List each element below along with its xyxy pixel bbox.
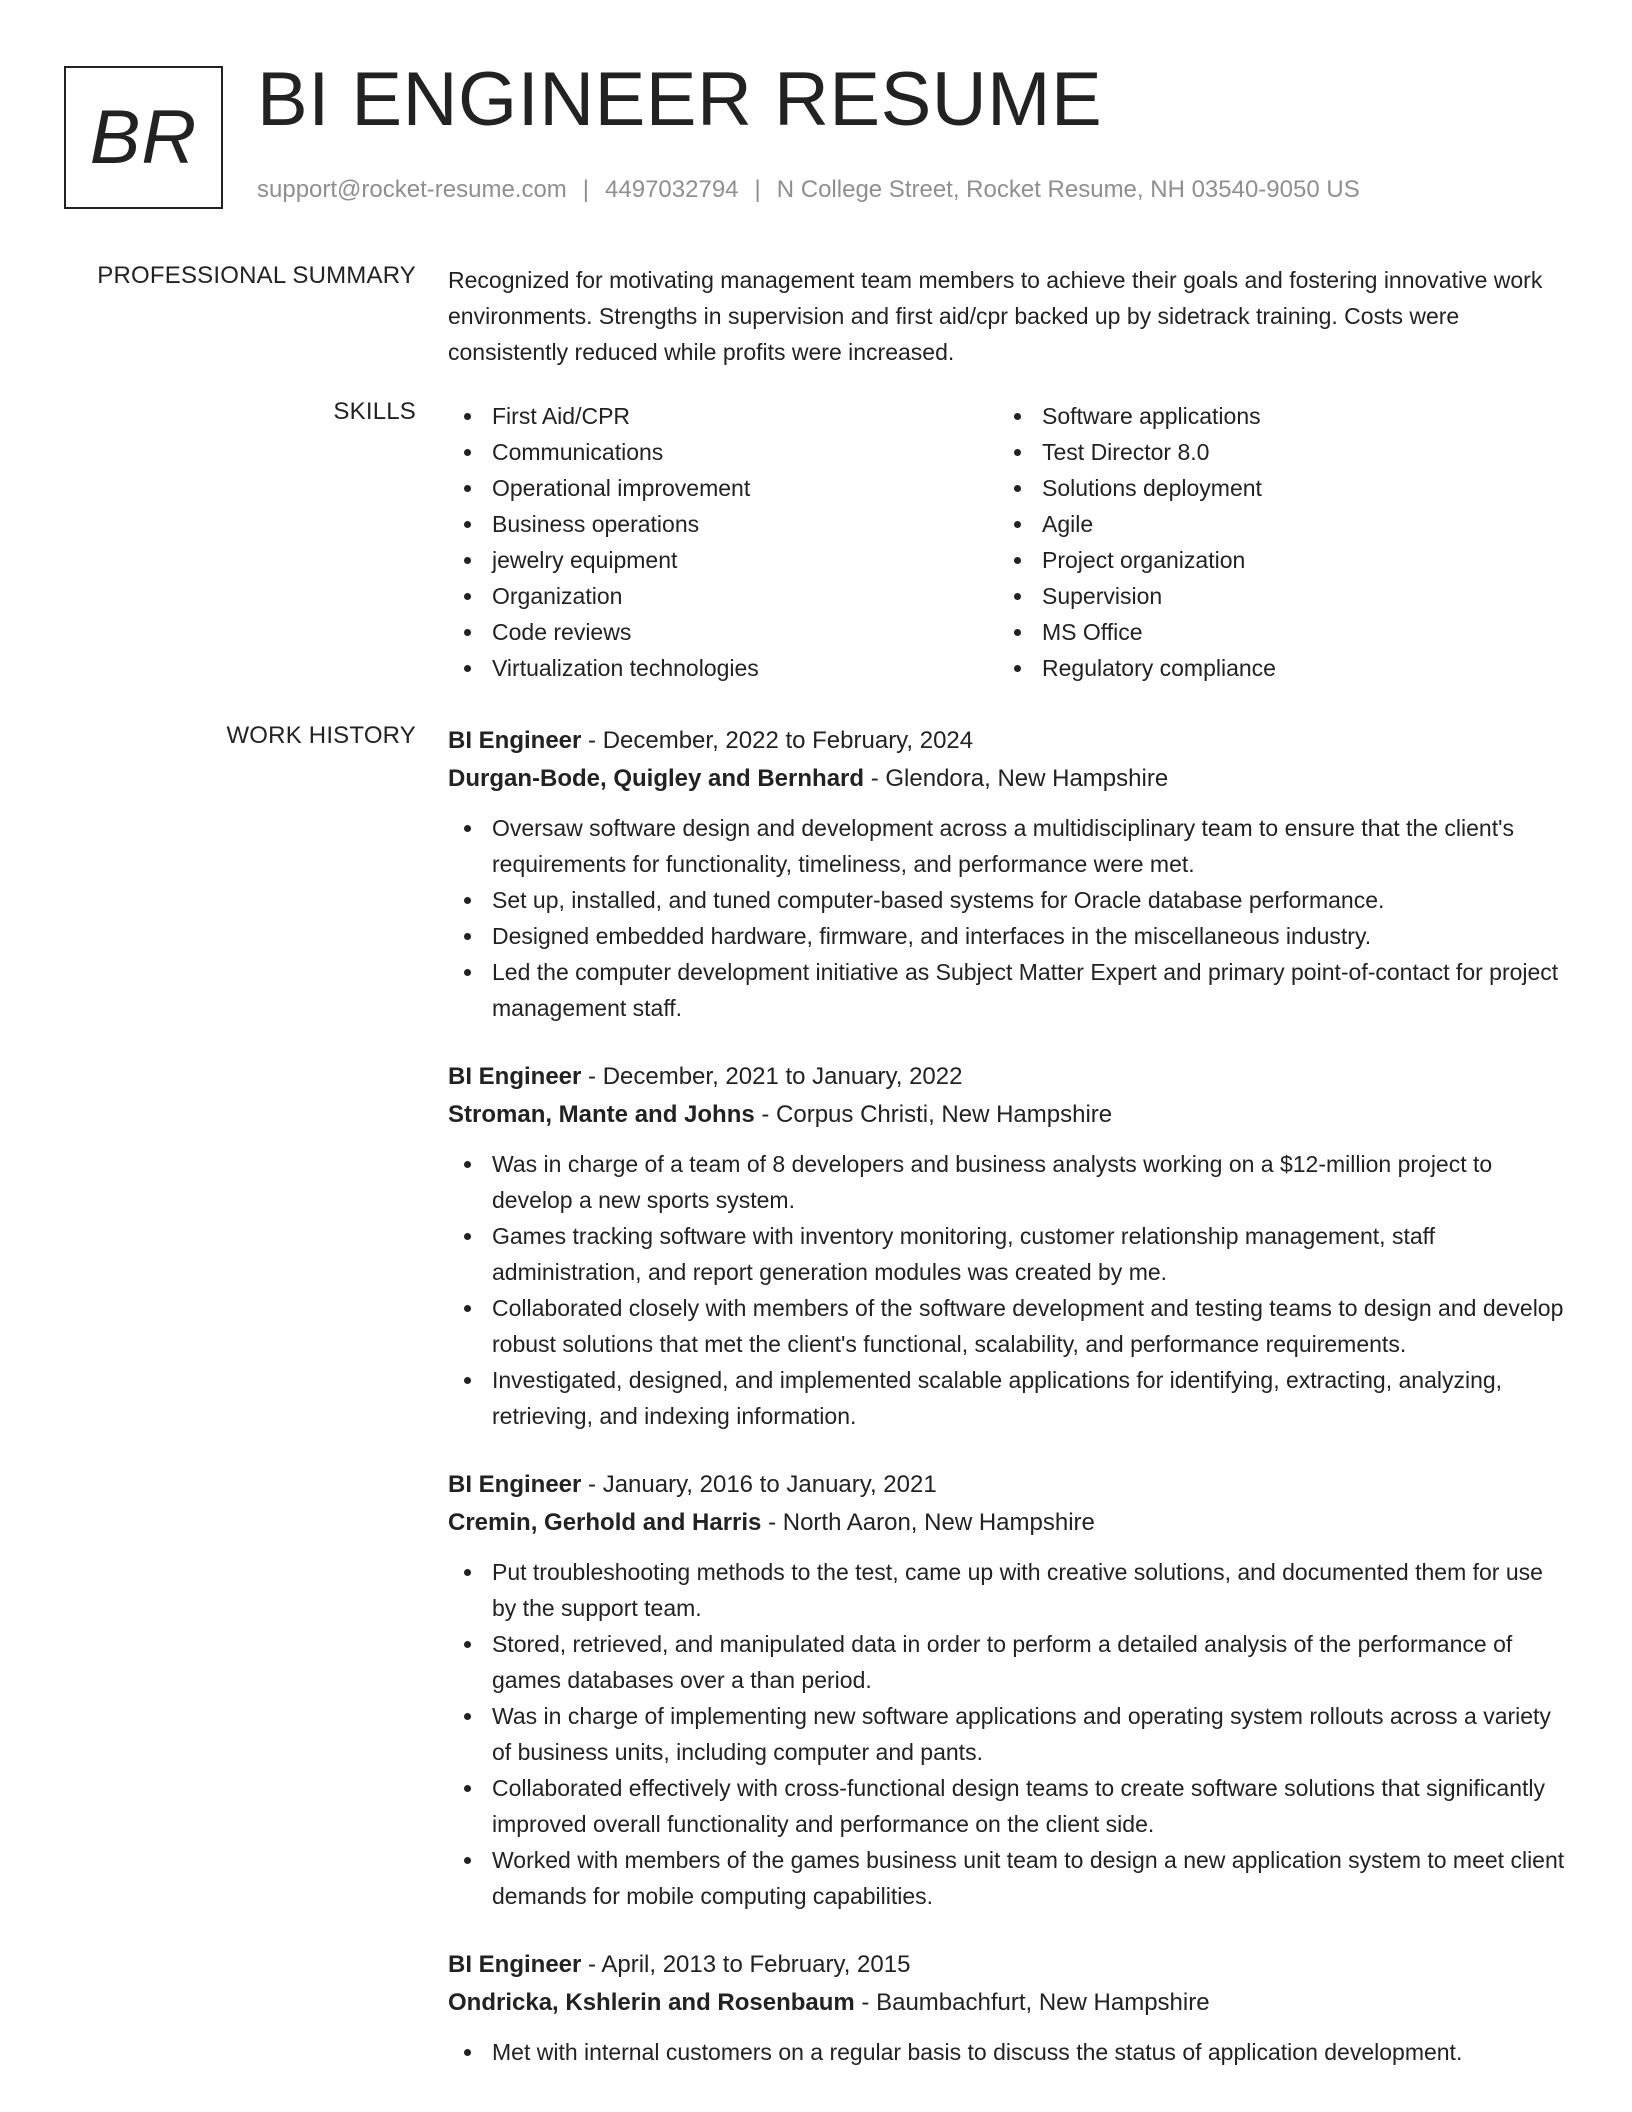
job-dates: - December, 2022 to February, 2024 [581, 727, 974, 754]
skill-item: Communications [448, 434, 998, 470]
section-heading-skills: SKILLS [333, 398, 416, 425]
job-dates: - January, 2016 to January, 2021 [581, 1471, 937, 1498]
job-entry [448, 722, 1568, 1026]
job-title-line [448, 1058, 1568, 1096]
skill-item: Regulatory compliance [998, 650, 1548, 686]
job-bullet: Stored, retrieved, and manipulated data in order to perform a detailed analysis of the performance of games databases over a than period. [448, 1626, 1568, 1698]
skill-item: Code reviews [448, 614, 998, 650]
job-bullet: Was in charge of a team of 8 developers and business analysts working on a $12-million project to develop a new sports system. [448, 1146, 1568, 1218]
contact-line [257, 176, 1360, 204]
skill-item: Software applications [998, 398, 1548, 434]
job-bullet: Investigated, designed, and implemented scalable applications for identifying, extracting, analyzing, retrieving, and indexing information. [448, 1362, 1568, 1434]
job-title-line [448, 1946, 1568, 1984]
skill-item: Supervision [998, 578, 1548, 614]
skill-item: Solutions deployment [998, 470, 1548, 506]
job-bullet: Set up, installed, and tuned computer-based systems for Oracle database performance. [448, 882, 1568, 918]
job-location: - Corpus Christi, New Hampshire [754, 1101, 1113, 1128]
skill-item: First Aid/CPR [448, 398, 998, 434]
job-company: Stroman, Mante and Johns [448, 1101, 755, 1128]
skills-column-1 [448, 398, 998, 686]
job-bullet: Collaborated effectively with cross-functional design teams to create software solutions that significantly improved overall functionality and performance on the client side. [448, 1770, 1568, 1842]
monogram-logo: BR [64, 66, 223, 209]
job-title: BI Engineer [448, 1063, 582, 1090]
section-heading-work-history: WORK HISTORY [226, 722, 416, 749]
skill-item: jewelry equipment [448, 542, 998, 578]
job-bullet: Designed embedded hardware, firmware, and interfaces in the miscellaneous industry. [448, 918, 1568, 954]
skill-item: Business operations [448, 506, 998, 542]
contact-address: N College Street, Rocket Resume, NH 03540-9050 US [776, 176, 1360, 203]
job-company: Cremin, Gerhold and Harris [448, 1509, 762, 1536]
skill-item: Organization [448, 578, 998, 614]
skills-column-2 [998, 398, 1548, 686]
section-heading-summary: PROFESSIONAL SUMMARY [97, 262, 416, 289]
job-entry [448, 1058, 1568, 1434]
job-bullets [448, 1554, 1568, 1914]
job-bullet: Was in charge of implementing new software applications and operating system rollouts across a variety of business units, including computer and pants. [448, 1698, 1568, 1770]
job-location: - Glendora, New Hampshire [864, 765, 1169, 792]
contact-separator: | [582, 176, 590, 203]
skills-columns [448, 398, 1568, 686]
job-bullets [448, 1146, 1568, 1434]
job-bullet: Collaborated closely with members of the software development and testing teams to design and develop robust solutions that met the client's functional, scalability, and performance requirements. [448, 1290, 1568, 1362]
job-company-line [448, 1096, 1568, 1134]
summary-text: Recognized for motivating management team members to achieve their goals and fostering innovative work environments. Strengths in supervision and first aid/cpr backed up by sidetrack training. Costs were consistently reduced while profits were increased. [448, 267, 1543, 365]
skill-item: Project organization [998, 542, 1548, 578]
job-company: Ondricka, Kshlerin and Rosenbaum [448, 1989, 855, 2016]
job-title-line [448, 722, 1568, 760]
skill-item: Virtualization technologies [448, 650, 998, 686]
job-company-line [448, 1984, 1568, 2022]
job-bullet: Met with internal customers on a regular basis to discuss the status of application development. [448, 2034, 1568, 2070]
contact-phone: 4497032794 [605, 176, 739, 203]
job-bullet: Led the computer development initiative as Subject Matter Expert and primary point-of-contact for project management staff. [448, 954, 1568, 1026]
job-bullets [448, 2034, 1568, 2070]
job-entry [448, 1466, 1568, 1914]
job-title: BI Engineer [448, 1471, 582, 1498]
contact-separator: | [754, 176, 761, 203]
job-bullets [448, 810, 1568, 1026]
job-location: - North Aaron, New Hampshire [761, 1509, 1095, 1536]
job-bullet: Oversaw software design and development across a multidisciplinary team to ensure that the client's requirements for functionality, timeliness, and performance were met. [448, 810, 1568, 882]
job-entry [448, 1946, 1568, 2070]
job-location: - Baumbachfurt, New Hampshire [854, 1989, 1210, 2016]
skill-item: MS Office [998, 614, 1548, 650]
skill-item: Agile [998, 506, 1548, 542]
job-bullet: Games tracking software with inventory monitoring, customer relationship management, staff administration, and report generation modules was created by me. [448, 1218, 1568, 1290]
job-dates: - April, 2013 to February, 2015 [581, 1951, 911, 1978]
skills-body [448, 398, 1568, 686]
job-title-line [448, 1466, 1568, 1504]
contact-email: support@rocket-resume.com [257, 176, 567, 203]
job-title: BI Engineer [448, 1951, 582, 1978]
page-title: BI ENGINEER RESUME [257, 57, 1103, 142]
job-company: Durgan-Bode, Quigley and Bernhard [448, 765, 865, 792]
resume-header [64, 57, 1568, 210]
work-history-body [448, 722, 1568, 2102]
job-dates: - December, 2021 to January, 2022 [581, 1063, 963, 1090]
skill-item: Test Director 8.0 [998, 434, 1548, 470]
job-title: BI Engineer [448, 727, 582, 754]
job-bullet: Put troubleshooting methods to the test, came up with creative solutions, and documented them for use by the support team. [448, 1554, 1568, 1626]
skill-item: Operational improvement [448, 470, 998, 506]
job-company-line [448, 1504, 1568, 1542]
job-company-line [448, 760, 1568, 798]
job-bullet: Worked with members of the games business unit team to design a new application system to meet client demands for mobile computing capabilities. [448, 1842, 1568, 1914]
